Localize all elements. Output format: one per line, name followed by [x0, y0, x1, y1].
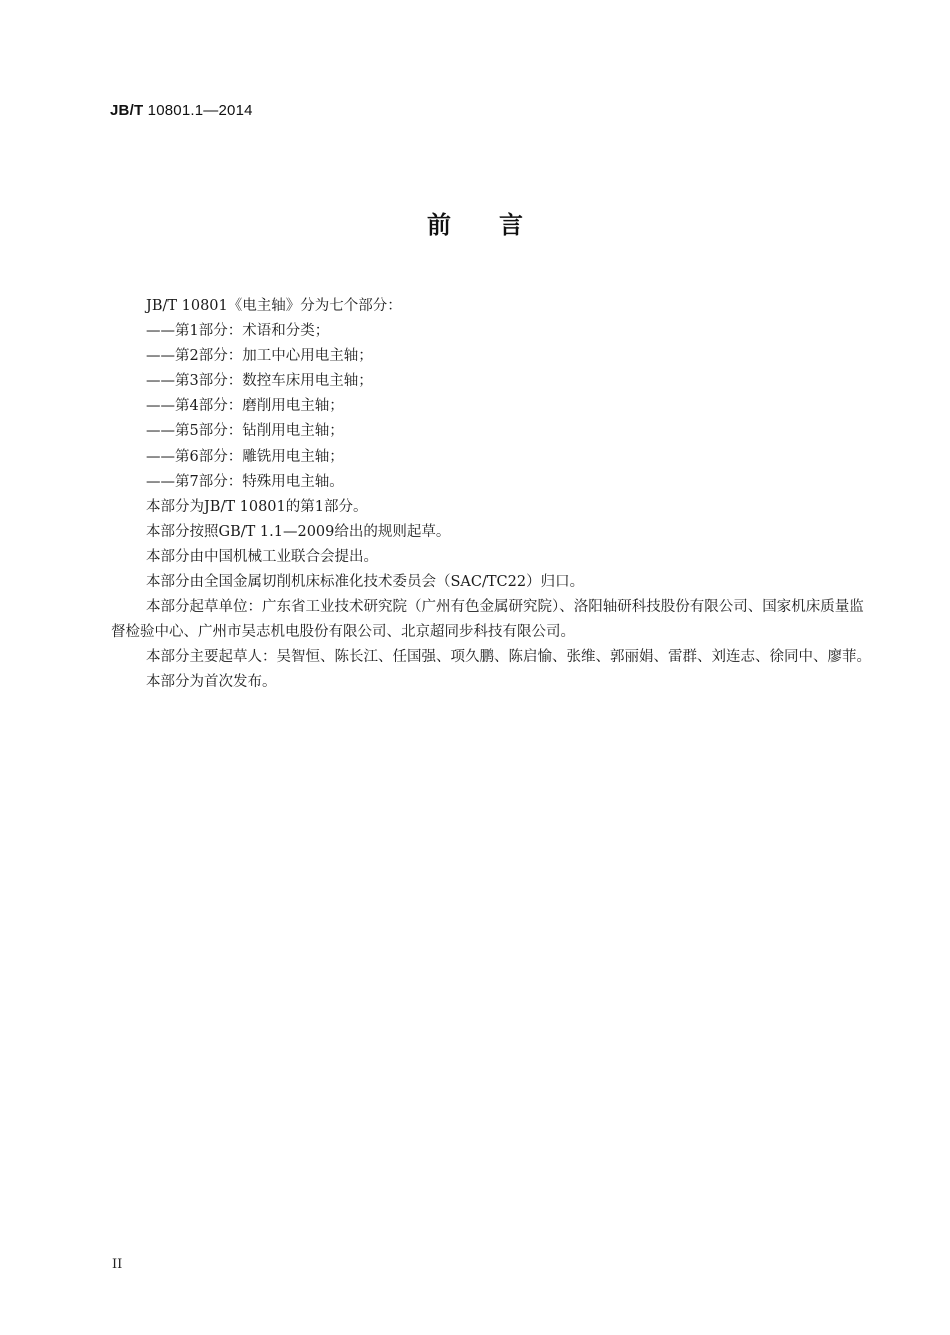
part-list-item: ——第5部分：钻削用电主轴； [146, 423, 344, 440]
standard-code-number: 10801.1—2014 [143, 102, 253, 119]
part-list-item: ——第1部分：术语和分类； [146, 323, 330, 340]
part-list-item: ——第6部分：雕铣用电主轴； [146, 448, 344, 465]
foreword-body [111, 294, 871, 696]
page-number: II [112, 1257, 123, 1272]
part-list-item: ——第2部分：加工中心用电主轴； [146, 348, 373, 365]
page-title [0, 205, 950, 240]
part-list-item: ——第3部分：数控车床用电主轴； [146, 373, 373, 390]
jurisdiction-statement: 本部分由全国金属切削机床标准化技术委员会（SAC/TC22）归口。 [146, 574, 585, 591]
drafting-rule-statement: 本部分按照GB/T 1.1—2009给出的规则起草。 [146, 523, 451, 540]
part-list-item: ——第7部分：特殊用电主轴。 [146, 473, 344, 490]
title-char-1: 前 [427, 211, 451, 239]
part-list-item: ——第4部分：磨削用电主轴； [146, 398, 344, 415]
drafting-units-statement: 本部分起草单位：广东省工业技术研究院（广州有色金属研究院）、洛阳轴研科技股份有限公司、国家机床质量监督检验中心、广州市吴志机电股份有限公司、北京超同步科技有限公司。 [111, 599, 864, 641]
first-release-statement: 本部分为首次发布。 [146, 674, 277, 691]
title-char-2: 言 [499, 211, 523, 239]
standard-code-header [110, 102, 253, 119]
intro-paragraph: JB/T 10801《电主轴》分为七个部分： [146, 298, 402, 314]
main-drafters-statement: 本部分主要起草人：吴智恒、陈长江、任国强、项久鹏、陈启愉、张维、郭丽娟、雷群、刘连志、徐同中、廖菲。 [146, 649, 871, 666]
part-of-statement: 本部分为JB/T 10801的第1部分。 [146, 498, 368, 515]
standard-code-prefix: JB/T [110, 102, 144, 119]
proposed-by-statement: 本部分由中国机械工业联合会提出。 [146, 548, 378, 565]
